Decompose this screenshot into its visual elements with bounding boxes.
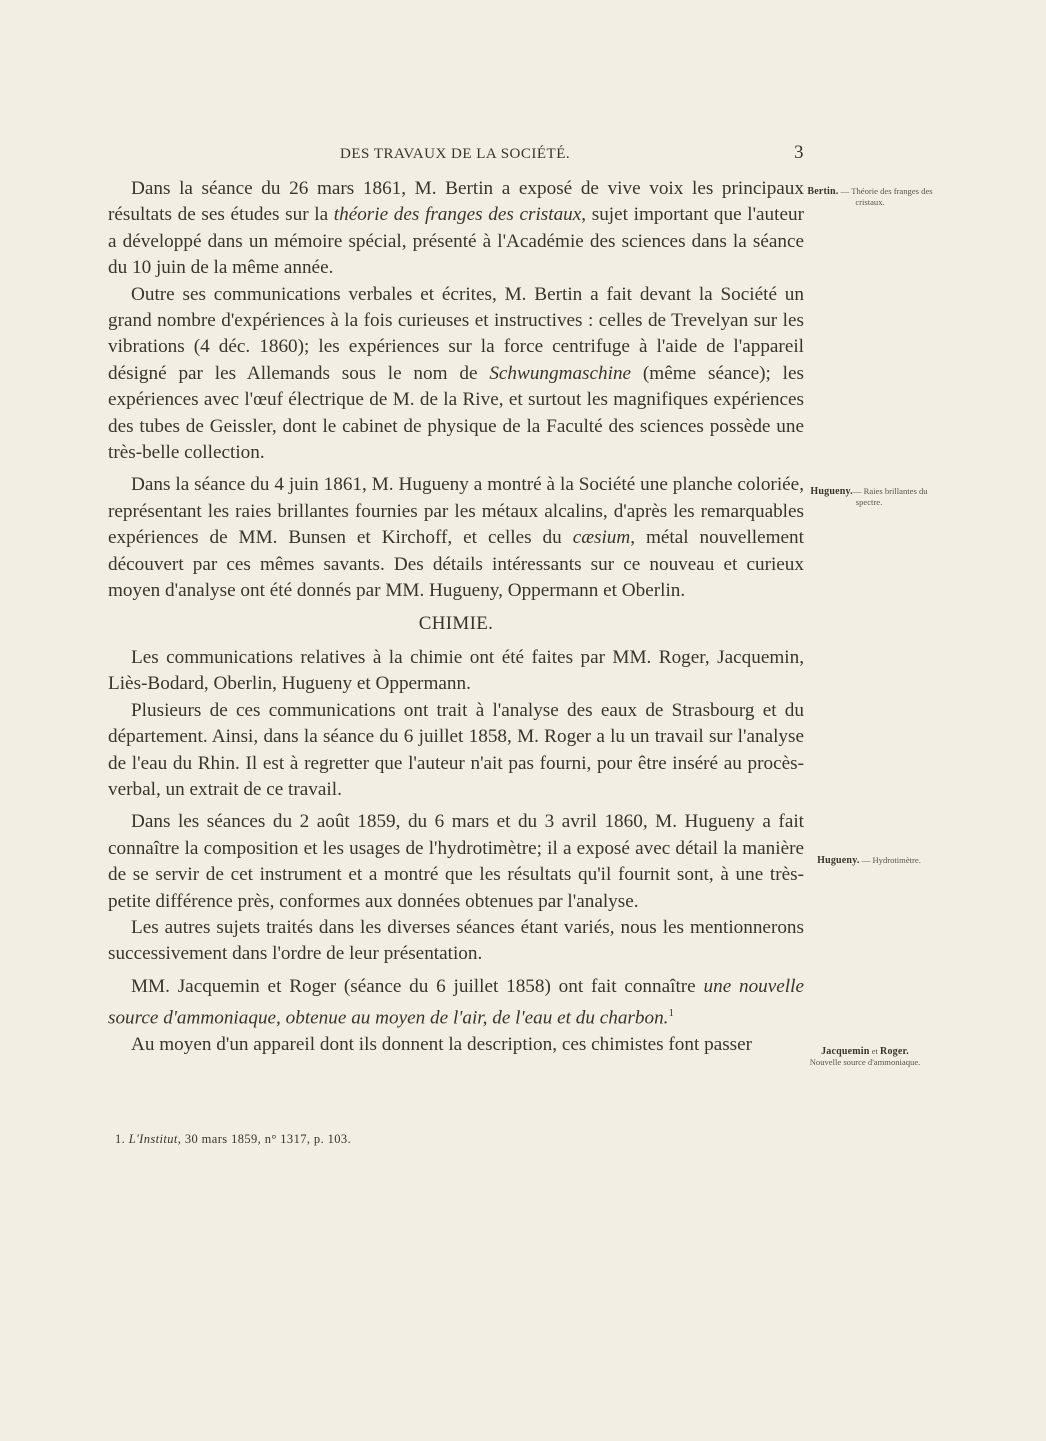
section-heading-chimie: CHIMIE.: [418, 612, 494, 634]
paragraph-ammoniaque: MM. Jacquemin et Roger (séance du 6 juillet 1858) ont fait connaître une nouvelle source d'ammoniaque, obtenue au moyen de l'air, de l'eau et du charbon.$^1$: [108, 975, 804, 1029]
body-text: [108, 176, 804, 1058]
footnote-ref: 1: [668, 1007, 674, 1020]
margin-note-hugueny-hydrotimetre: Hugueny. — Hydrotimètre.: [817, 855, 921, 866]
margin-note-bertin: Bertin. — Théorie des franges des cristaux.: [807, 186, 933, 207]
paragraph-autres-sujets: Les autres sujets traités dans les diverses séances étant variés, nous les mentionnerons successivement dans l'ordre de leur présentation.: [108, 916, 804, 965]
paragraph-bertin-franges: Dans la séance du 26 mars 1861, M. Bertin a exposé de vive voix les principaux résultats de ses études sur la théorie des franges des cristaux, sujet important que l'auteur a développé dans un mémoire spécial, présenté à l'Académie des sciences dans la séance du 10 juin de la même année.: [108, 178, 804, 279]
margin-note-jacquemin-roger: Jacquemin et Roger. Nouvelle source d'ammoniaque.: [809, 1046, 921, 1067]
footnote: 1. L'Institut, 30 mars 1859, n° 1317, p. 103.: [115, 1132, 352, 1146]
page-number: 3: [794, 142, 804, 163]
paragraph-hugueny-raies: Dans la séance du 4 juin 1861, M. Hugueny a montré à la Société une planche coloriée, représentant les raies brillantes fournies par les métaux alcalins, d'après les remarquables expériences de MM. Bunsen et Kirchoff, et celles du cæsium, métal nouvellement découvert par ces mêmes savants. Des détails intéressants sur ce nouveau et curieux moyen d'analyse ont été donnés par MM. Hugueny, Oppermann et Oberlin.: [108, 474, 804, 602]
running-head: DES TRAVAUX DE LA SOCIÉTÉ.: [340, 146, 571, 162]
paragraph-bertin-experiences: Outre ses communications verbales et écrites, M. Bertin a fait devant la Société un grand nombre d'expériences à la fois curieuses et instructives : celles de Trevelyan sur les vibrations (4 déc. 1860); les expériences sur la force centrifuge à l'aide de l'appareil désigné par les Allemands sous le nom de Schwungmaschine (même séance); les expériences avec l'œuf électrique de M. de la Rive, et surtout les magnifiques expériences des tubes de Geissler, dont le cabinet de physique de la Faculté des sciences possède une très-belle collection.: [108, 283, 804, 464]
paragraph-appareil: Au moyen d'un appareil dont ils donnent la description, ces chimistes font passer: [131, 1033, 753, 1055]
paragraph-hydrotimetre: Dans les séances du 2 août 1859, du 6 mars et du 3 avril 1860, M. Hugueny a fait connaître la composition et les usages de l'hydrotimètre; il a exposé avec détail la manière de se servir de cet instrument et a montré que les résultats qu'il fournit sont, à une très-petite différence près, conformes aux données obtenues par l'analyse.: [108, 811, 804, 912]
paragraph-chimie-intro: Les communications relatives à la chimie ont été faites par MM. Roger, Jacquemin, Liès-Bodard, Oberlin, Hugueny et Oppermann.: [108, 646, 804, 695]
margin-note-hugueny-raies: Hugueny.— Raies brillantes du spectre.: [810, 486, 928, 507]
paragraph-eaux-strasbourg: Plusieurs de ces communications ont trait à l'analyse des eaux de Strasbourg et du département. Ainsi, dans la séance du 6 juillet 1858, M. Roger a lu un travail sur l'analyse de l'eau du Rhin. Il est à regretter que l'auteur n'ait pas fourni, pour être inséré au procès-verbal, un extrait de ce travail.: [108, 699, 804, 800]
